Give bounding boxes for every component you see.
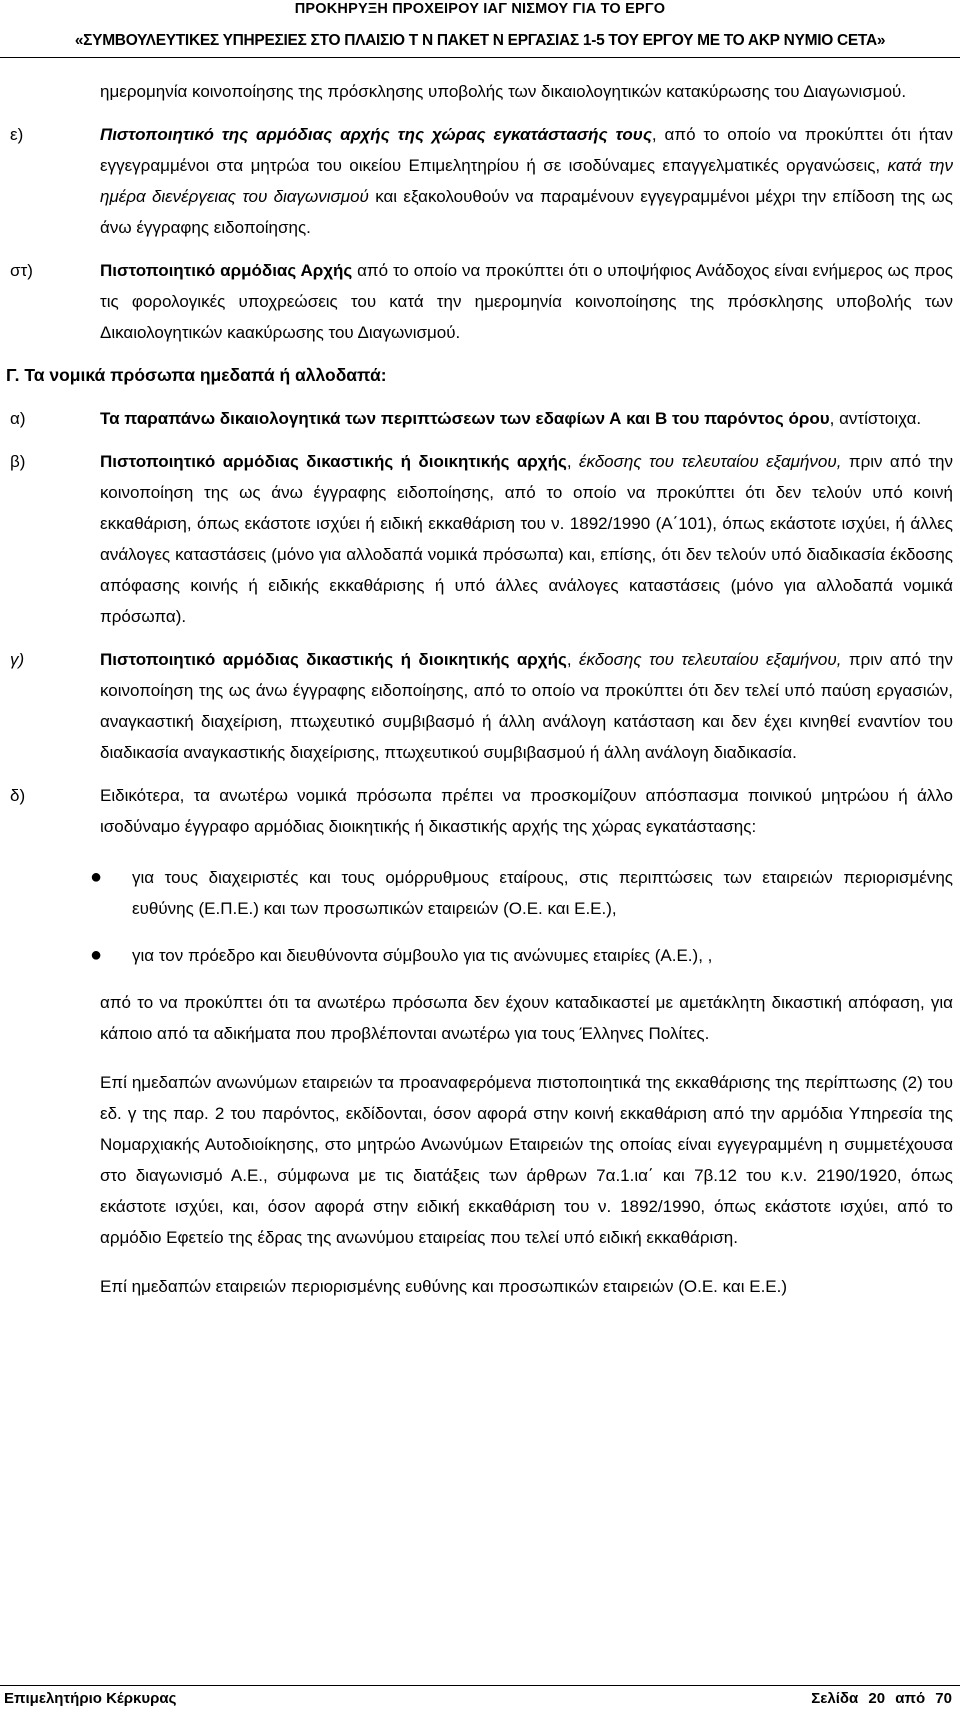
footer-organization: Επιμελητήριο Κέρκυρας [4,1690,177,1707]
item-text [100,446,953,632]
item-text-part: , [566,452,579,471]
item-label: α) [10,409,26,428]
bullet-item [90,940,953,971]
paragraph: από το να προκύπτει ότι τα ανωτέρω πρόσωπα δεν έχουν καταδικαστεί με αμετάκλητη δικαστική απόφαση, για κάποιο από τα αδικήματα που προβλέπονται ανωτέρω για τους Έλληνες Πολίτες. [100,993,953,1043]
bullet-icon: ● [90,944,103,966]
item-text [100,403,953,434]
page-footer [0,1685,960,1715]
header-divider [0,57,960,58]
bullet-text: για τον πρόεδρο και διευθύνοντα σύμβουλο για τις ανώνυμες εταιρίες (Α.Ε.), , [132,946,713,965]
item-italic: έκδοσης του τελευταίου εξαμήνου, [578,650,842,669]
section-c-title: Γ. Τα νομικά πρόσωπα ημεδαπά ή αλλοδαπά: [6,365,387,385]
item-st [0,255,960,348]
item-label: β) [10,452,26,471]
bullet-item [90,862,953,924]
item-italic: κατά την ημέρα διενέργειας του διαγωνισμού [100,156,953,206]
item-d [0,780,960,842]
item-italic: έκδοσης του τελευταίου εξαμήνου, [578,452,842,471]
bullet-icon: ● [90,866,103,888]
item-text-part: πριν από την κοινοποίηση της ως άνω έγγραφης ειδοποίησης, από το οποίο να προκύπτει ότι δεν τελούν υπό κοινή εκκαθάριση, όπως εκάστοτε ισχύει ή ειδική εκκαθάριση του ν. 1892/1990 (Α΄101), όπως εκάστοτε ισχύει, ή άλλες ανάλογες καταστάσεις (μόνο για αλλοδαπά νομικά πρόσωπα) και, επίσης, ότι δεν τελούν υπό διαδικασία έκδοσης απόφασης κοινής ή ειδικής εκκαθάρισης ή υπό άλλες ανάλογες καταστάσεις (μόνο για αλλοδαπά νομικά πρόσωπα). [100,452,954,626]
item-label: δ) [10,786,26,805]
item-text [100,119,953,243]
item-bold: Πιστοποιητικό αρμόδιας δικαστικής ή διοικητικής αρχής [100,650,567,669]
intro-text: ημερομηνία κοινοποίησης της πρόσκλησης υποβολής των δικαιολογητικών κατακύρωσης του Διαγωνισμού. [100,82,907,101]
item-label: γ) [10,650,25,669]
item-b [0,446,960,632]
paragraph: Επί ημεδαπών εταιρειών περιορισμένης ευθύνης και προσωπικών εταιρειών (Ο.Ε. και Ε.Ε.) [100,1277,788,1296]
item-e [0,119,960,243]
item-bold: Τα παραπάνω δικαιολογητικά των περιπτώσεων των εδαφίων Α και Β του παρόντος όρου [100,409,830,428]
item-text-part: και εξακολουθούν να παραμένουν εγγεγραμμένοι μέχρι την επίδοση της ως άνω έγγραφης ειδοποίησης. [100,187,953,237]
item-text: Ειδικότερα, τα ανωτέρω νομικά πρόσωπα πρέπει να προσκομίζουν απόσπασμα ποινικού μητρώου ή άλλο ισοδύναμο έγγραφο αρμόδιας διοικητικής ή δικαστικής αρχής της χώρας εγκατάστασης: [100,786,953,836]
item-bold: Πιστοποιητικό αρμόδιας Αρχής [100,261,353,280]
footer-divider [0,1685,960,1686]
item-text [100,644,953,768]
header-title-line1: ΠΡΟΚΗΡΥΞΗ ΠΡΟΧΕΙΡΟΥ ΙΑΓ ΝΙΣΜΟΥ ΓΙΑ ΤΟ ΕΡΓΟ [294,1,666,17]
page-number: Σελίδα 20 από 70 [811,1690,952,1707]
item-label: στ) [10,261,33,280]
item-a [0,403,960,434]
item-text-part: , αντίστοιχα. [829,409,922,428]
item-bold-italic: Πιστοποιητικό της αρμόδιας αρχής της χώρας εγκατάστασής τους [100,125,652,144]
item-text [100,255,953,348]
paragraph: Επί ημεδαπών ανωνύμων εταιρειών τα προαναφερόμενα πιστοποιητικά της εκκαθάρισης της περίπτωσης (2) του εδ. γ της παρ. 2 του παρόντος, εκδίδονται, όσον αφορά στην κοινή εκκαθάριση από την αρμόδια Υπηρεσία της Νομαρχιακής Αυτοδιοίκησης, στο μητρώο Ανωνύμων Εταιρειών της οποίας είναι εγγεγραμμένη η συμμετέχουσα στο διαγωνισμό Α.Ε., σύμφωνα με τις διατάξεις των άρθρων 7α.1.ια΄ και 7β.12 του κ.ν. 2190/1920, όπως εκάστοτε ισχύει, και, όσον αφορά στην ειδική εκκαθάριση του ν. 1892/1990, όπως εκάστοτε ισχύει, από το αρμόδιο Εφετείο της έδρας της ανωνύμου εταιρείας που τελεί υπό ειδική εκκαθάριση. [100,1073,953,1247]
item-text-part: από το οποίο να προκύπτει ότι ο υποψήφιος Ανάδοχος είναι ενήμερος ως προς τις φορολογικές υποχρεώσεις του κατά την ημερομηνία κοινοποίησης της πρόσκλησης υποβολής των Δικαιολογητικών κaακύρωσης του Διαγωνισμού. [100,261,953,342]
item-label: ε) [10,125,24,144]
header-title-line2: «ΣΥΜΒΟΥΛΕΥΤΙΚΕΣ ΥΠΗΡΕΣΙΕΣ ΣΤΟ ΠΛΑΙΣΙΟ Τ Ν ΠΑΚΕΤ Ν ΕΡΓΑΣΙΑΣ 1-5 ΤΟΥ ΕΡΓΟΥ ΜΕ ΤΟ ΑΚΡ ΝΥΜΙΟ CETA» [74,32,886,49]
item-text-part: , [566,650,579,669]
bullet-text: για τους διαχειριστές και τους ομόρρυθμους εταίρους, στις περιπτώσεις των εταιρειών περιορισμένης ευθύνης (Ε.Π.Ε.) και των προσωπικών εταιρειών (Ο.Ε. και Ε.Ε.), [132,868,953,918]
document-body [0,76,960,1320]
item-g [0,644,960,768]
item-text-part: , από το οποίο να προκύπτει ότι ήταν εγγεγραμμένοι στα μητρώα του οικείου Επιμελητηρίου ή σε ισοδύναμες επαγγελματικές οργανώσεις, [100,125,954,175]
item-bold: Πιστοποιητικό αρμόδιας δικαστικής ή διοικητικής αρχής [100,452,567,471]
item-text-part: πριν από την κοινοποίηση της ως άνω έγγραφης ειδοποίησης, από το οποίο να προκύπτει ότι δεν τελεί υπό παύση εργασιών, αναγκαστική διαχείριση, πτωχευτικό συμβιβασμό ή άλλη ανάλογη κατάσταση και δεν έχει κινηθεί εναντίον του διαδικασία αναγκαστικής διαχείρισης, πτωχευτικού συμβιβασμού ή άλλη ανάλογη διαδικασία. [100,650,954,762]
intro-continuation [0,76,960,107]
